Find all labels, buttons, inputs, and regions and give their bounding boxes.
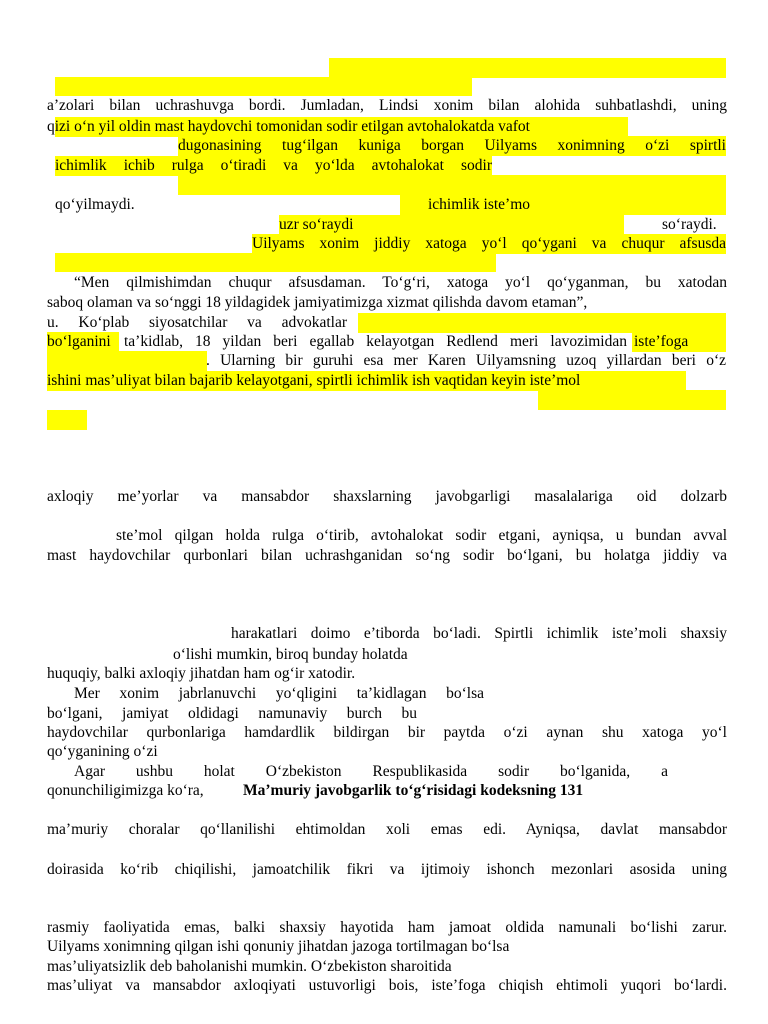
text-line: mas’uliyatsizlik deb baholanishi mumkin. O‘zbekiston sharoitida [47, 958, 452, 975]
text-line: rasmiy faoliyatida emas, balki shaxsiy hayotida ham jamoat oldida namunali bo‘lishi zarur. [47, 919, 727, 936]
text-line: . Ularning bir guruhi esa mer Karen Uilyamsning uzoq yillardan beri o‘z [206, 352, 726, 369]
text-line: iste’foga [634, 333, 689, 350]
text-line: Uilyams xonimning qilgan ishi qonuniy jihatdan jazoga tortilmagan bo‘lsa [47, 938, 510, 955]
text-line: ishini mas’uliyat bilan bajarib kelayotgani, spirtli ichimlik ish vaqtidan keyin iste’mol [47, 372, 581, 389]
text-line-bold [243, 781, 583, 801]
highlight [55, 253, 496, 272]
text-line: ma’muriy choralar qo‘llanilishi ehtimoldan xoli emas edi. Ayniqsa, davlat mansabdor [47, 821, 727, 838]
text-line: ichimlik ichib rulga o‘tiradi va yo‘lda avtohalokat sodir [55, 157, 492, 174]
text-line: mast haydovchilar qurbonlari bilan uchrashganidan so‘ng sodir bo‘lgani, bu holatga jiddiy va [47, 547, 727, 564]
text-line: bo‘lganini [47, 333, 111, 350]
highlight [47, 410, 87, 430]
text-line: doirasida ko‘rib chiqilishi, jamoatchilik fikri va ijtimoiy ishonch mezonlari asosida uning [47, 861, 727, 878]
text-line: dugonasining tug‘ilgan kuniga borgan Uilyams xonimning o‘zi spirtli [178, 137, 726, 154]
highlight [178, 175, 726, 195]
highlight [538, 390, 726, 410]
highlight [55, 77, 472, 96]
text-line: Mer xonim jabrlanuvchi yo‘qligini ta’kidlagan bo‘lsa [74, 685, 484, 702]
text-line: ichimlik iste’mo [428, 196, 531, 213]
text-line: ta’kidlab, 18 yildan beri egallab kelayotgan Redlend meri lavozimidan [124, 333, 627, 350]
text-line: huquqiy, balki axloqiy jihatdan ham og‘ir xatodir. [47, 665, 356, 682]
text-line: o‘lishi mumkin, biroq bunday holatda [173, 646, 408, 663]
text-line: uzr so‘raydi [279, 216, 354, 233]
text-line: bo‘lgani, jamiyat oldidagi namunaviy burch bu [47, 705, 417, 722]
text-line: Agar ushbu holat O‘zbekiston Respublikasida sodir bo‘lganida, a [74, 763, 668, 780]
text-line: qizi o‘n yil oldin mast haydovchi tomonidan sodir etilgan avtohalokatda vafot [47, 118, 530, 135]
text-line: Uilyams xonim jiddiy xatoga yo‘l qo‘ygani va chuqur afsusda [252, 235, 726, 252]
highlight [358, 313, 726, 333]
law-reference: Ma’muriy javobgarlik to‘g‘risidagi kodeksning 131 [243, 782, 584, 799]
text-line: “Men qilmishimdan chuqur afsusdaman. To‘g‘ri, xatoga yo‘l qo‘yganman, bu xatodan [74, 274, 727, 291]
text-line: qo‘yilmaydi. [55, 196, 135, 213]
text-line: u. Ko‘plab siyosatchilar va advokatlar [47, 314, 347, 331]
text-line: ste’mol qilgan holda rulga o‘tirib, avtohalokat sodir etgani, ayniqsa, u bundan avval [116, 527, 727, 544]
text-line: mas’uliyat va mansabdor axloqiyati ustuvorligi bois, iste’foga chiqish ehtimoli yuqori bo‘lardi. [47, 977, 727, 994]
highlight [329, 58, 726, 78]
text-line: harakatlari doimo e’tiborda bo‘ladi. Spirtli ichimlik iste’moli shaxsiy [231, 625, 727, 642]
text-line: qonunchiligimizga ko‘ra, [47, 782, 204, 799]
text-line: qo‘yganining o‘zi [47, 743, 158, 760]
text-line: saboq olaman va so‘nggi 18 yildagidek jamiyatimizga xizmat qilishda davom etaman”, [47, 294, 588, 311]
text-line: axloqiy me’yorlar va mansabdor shaxslarning javobgarligi masalalariga oid dolzarb [47, 488, 727, 505]
text-line: so‘raydi. [662, 216, 717, 233]
text-line: a’zolari bilan uchrashuvga bordi. Jumladan, Lindsi xonim bilan alohida suhbatlashdi, uning [47, 97, 727, 114]
text-line: haydovchilar qurbonlariga hamdardlik bildirgan bir paytda o‘zi aynan shu xatoga yo‘l [47, 724, 727, 741]
highlight [47, 351, 207, 371]
